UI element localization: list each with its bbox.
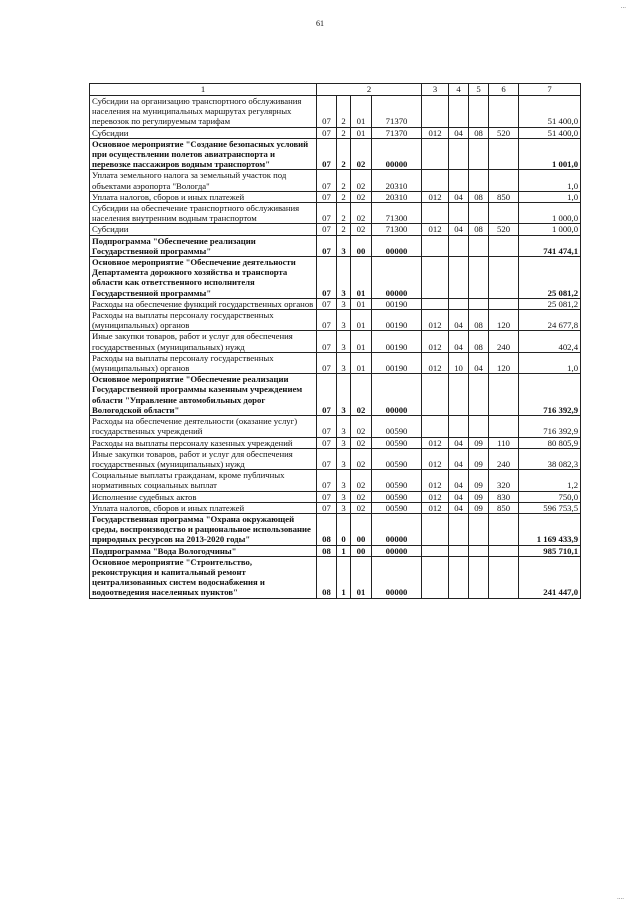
code-direction-cell: 00000 (372, 374, 422, 416)
code-program-cell: 07 (317, 491, 337, 502)
table-row (90, 191, 581, 202)
code-direction-cell: 00590 (372, 448, 422, 469)
row-name-cell: Государственная программа "Охрана окружающей среды, воспроизводство и рациональное использование природных ресурсов на 2013-2020 годы" (90, 513, 317, 545)
code-event-cell: 00 (351, 545, 372, 556)
table-row (90, 374, 581, 416)
code-event-cell: 02 (351, 203, 372, 224)
row-name-cell: Основное мероприятие "Строительство, реконструкция и капитальный ремонт централизованных систем водоснабжения и водоотведения населенных пунктов" (90, 556, 317, 598)
expense-type-cell: 240 (489, 448, 519, 469)
code-direction-cell: 00590 (372, 470, 422, 491)
table-row (90, 224, 581, 235)
code-subprogram-cell: 2 (337, 170, 351, 191)
expense-type-cell (489, 416, 519, 437)
expense-type-cell: 520 (489, 127, 519, 138)
section-cell (449, 513, 469, 545)
code-direction-cell: 00000 (372, 138, 422, 170)
code-subprogram-cell: 3 (337, 491, 351, 502)
header-cell-7: 7 (519, 84, 581, 96)
amount-cell: 24 677,8 (519, 310, 581, 331)
table-row (90, 448, 581, 469)
code-direction-cell: 00590 (372, 502, 422, 513)
row-name-cell: Иные закупки товаров, работ и услуг для обеспечения государственных (муниципальных) нужд (90, 448, 317, 469)
ministry-code-cell: 012 (422, 502, 449, 513)
ministry-code-cell: 012 (422, 448, 449, 469)
row-name-cell: Подпрограмма "Обеспечение реализации Государственной программы" (90, 235, 317, 256)
row-name-cell: Исполнение судебных актов (90, 491, 317, 502)
code-direction-cell: 00190 (372, 331, 422, 352)
expense-type-cell (489, 170, 519, 191)
subsection-cell (469, 556, 489, 598)
subsection-cell: 09 (469, 502, 489, 513)
amount-cell: 716 392,9 (519, 374, 581, 416)
table-row (90, 513, 581, 545)
ministry-code-cell: 012 (422, 437, 449, 448)
section-cell: 04 (449, 191, 469, 202)
ministry-code-cell: 012 (422, 331, 449, 352)
code-program-cell: 07 (317, 224, 337, 235)
code-event-cell: 01 (351, 127, 372, 138)
code-direction-cell: 00590 (372, 437, 422, 448)
subsection-cell: 08 (469, 310, 489, 331)
amount-cell: 1 169 433,9 (519, 513, 581, 545)
code-event-cell: 02 (351, 191, 372, 202)
amount-cell: 1,0 (519, 191, 581, 202)
row-name-cell: Уплата налогов, сборов и иных платежей (90, 191, 317, 202)
code-program-cell: 07 (317, 170, 337, 191)
expense-type-cell (489, 556, 519, 598)
corner-mark-bottom: .... (617, 893, 624, 901)
table-row (90, 556, 581, 598)
expense-type-cell: 110 (489, 437, 519, 448)
amount-cell: 51 400,0 (519, 96, 581, 128)
subsection-cell (469, 545, 489, 556)
ministry-code-cell (422, 374, 449, 416)
code-program-cell: 07 (317, 331, 337, 352)
expense-type-cell (489, 203, 519, 224)
budget-table (89, 83, 581, 599)
code-event-cell: 02 (351, 448, 372, 469)
code-subprogram-cell: 3 (337, 310, 351, 331)
row-name-cell: Иные закупки товаров, работ и услуг для обеспечения государственных (муниципальных) нужд (90, 331, 317, 352)
row-name-cell: Основное мероприятие "Обеспечение деятельности Департамента дорожного хозяйства и транспорта области как ответственного исполнителя Государственной программы" (90, 257, 317, 299)
section-cell: 04 (449, 448, 469, 469)
row-name-cell: Уплата налогов, сборов и иных платежей (90, 502, 317, 513)
ministry-code-cell: 012 (422, 127, 449, 138)
section-cell (449, 374, 469, 416)
amount-cell: 402,4 (519, 331, 581, 352)
subsection-cell (469, 416, 489, 437)
code-program-cell: 07 (317, 298, 337, 309)
section-cell: 04 (449, 224, 469, 235)
amount-cell: 1 000,0 (519, 224, 581, 235)
amount-cell: 1 001,0 (519, 138, 581, 170)
section-cell (449, 235, 469, 256)
section-cell: 04 (449, 470, 469, 491)
code-direction-cell: 00590 (372, 491, 422, 502)
page-number: 61 (316, 19, 324, 28)
ministry-code-cell (422, 96, 449, 128)
row-name-cell: Субсидии на организацию транспортного обслуживания населения на муниципальных маршрутах регулярных перевозок по регулируемым тарифам (90, 96, 317, 128)
code-program-cell: 07 (317, 470, 337, 491)
amount-cell: 1,2 (519, 470, 581, 491)
amount-cell: 241 447,0 (519, 556, 581, 598)
code-event-cell: 01 (351, 257, 372, 299)
row-name-cell: Субсидии (90, 127, 317, 138)
table-row (90, 352, 581, 373)
code-event-cell: 02 (351, 138, 372, 170)
ministry-code-cell (422, 556, 449, 598)
row-name-cell: Уплата земельного налога за земельный участок под объектами аэропорта "Вологда" (90, 170, 317, 191)
ministry-code-cell: 012 (422, 352, 449, 373)
code-event-cell: 01 (351, 298, 372, 309)
header-cell-4: 4 (449, 84, 469, 96)
ministry-code-cell: 012 (422, 491, 449, 502)
code-direction-cell: 00000 (372, 556, 422, 598)
code-event-cell: 01 (351, 556, 372, 598)
code-direction-cell: 71300 (372, 224, 422, 235)
code-subprogram-cell: 3 (337, 448, 351, 469)
row-name-cell: Расходы на обеспечение функций государственных органов (90, 298, 317, 309)
table-row (90, 203, 581, 224)
code-program-cell: 07 (317, 374, 337, 416)
code-event-cell: 01 (351, 310, 372, 331)
code-event-cell: 02 (351, 224, 372, 235)
row-name-cell: Расходы на выплаты персоналу государственных (муниципальных) органов (90, 352, 317, 373)
subsection-cell: 08 (469, 127, 489, 138)
ministry-code-cell: 012 (422, 191, 449, 202)
code-program-cell: 07 (317, 203, 337, 224)
code-subprogram-cell: 3 (337, 374, 351, 416)
code-subprogram-cell: 2 (337, 203, 351, 224)
code-subprogram-cell: 0 (337, 513, 351, 545)
table-row (90, 310, 581, 331)
table-row (90, 502, 581, 513)
code-program-cell: 07 (317, 502, 337, 513)
section-cell: 04 (449, 331, 469, 352)
table-row (90, 470, 581, 491)
code-program-cell: 07 (317, 138, 337, 170)
amount-cell: 750,0 (519, 491, 581, 502)
code-program-cell: 07 (317, 416, 337, 437)
expense-type-cell: 850 (489, 191, 519, 202)
code-program-cell: 07 (317, 257, 337, 299)
code-subprogram-cell: 3 (337, 235, 351, 256)
amount-cell: 1 000,0 (519, 203, 581, 224)
code-program-cell: 08 (317, 513, 337, 545)
code-program-cell: 07 (317, 437, 337, 448)
subsection-cell (469, 257, 489, 299)
section-cell: 04 (449, 502, 469, 513)
corner-mark-top: ... (620, 2, 626, 10)
section-cell (449, 556, 469, 598)
code-subprogram-cell: 2 (337, 138, 351, 170)
code-program-cell: 07 (317, 96, 337, 128)
ministry-code-cell (422, 298, 449, 309)
expense-type-cell (489, 235, 519, 256)
row-name-cell: Расходы на обеспечение деятельности (оказание услуг) государственных учреждений (90, 416, 317, 437)
code-direction-cell: 71370 (372, 96, 422, 128)
code-direction-cell: 00000 (372, 513, 422, 545)
code-subprogram-cell: 3 (337, 437, 351, 448)
code-subprogram-cell: 3 (337, 257, 351, 299)
table-row (90, 491, 581, 502)
section-cell (449, 203, 469, 224)
code-program-cell: 07 (317, 191, 337, 202)
expense-type-cell (489, 513, 519, 545)
amount-cell: 985 710,1 (519, 545, 581, 556)
table-row (90, 545, 581, 556)
code-subprogram-cell: 3 (337, 502, 351, 513)
code-event-cell: 00 (351, 235, 372, 256)
expense-type-cell: 520 (489, 224, 519, 235)
expense-type-cell (489, 96, 519, 128)
expense-type-cell: 320 (489, 470, 519, 491)
subsection-cell: 08 (469, 331, 489, 352)
code-program-cell: 08 (317, 545, 337, 556)
subsection-cell (469, 235, 489, 256)
table-row (90, 170, 581, 191)
expense-type-cell (489, 298, 519, 309)
subsection-cell (469, 513, 489, 545)
section-cell (449, 138, 469, 170)
expense-type-cell: 120 (489, 310, 519, 331)
ministry-code-cell (422, 170, 449, 191)
amount-cell: 1,0 (519, 170, 581, 191)
code-direction-cell: 00190 (372, 298, 422, 309)
code-subprogram-cell: 2 (337, 191, 351, 202)
code-event-cell: 02 (351, 416, 372, 437)
table-row (90, 96, 581, 128)
row-name-cell: Расходы на выплаты персоналу государственных (муниципальных) органов (90, 310, 317, 331)
amount-cell: 741 474,1 (519, 235, 581, 256)
section-cell (449, 545, 469, 556)
code-direction-cell: 00190 (372, 352, 422, 373)
table-row (90, 437, 581, 448)
ministry-code-cell (422, 545, 449, 556)
expense-type-cell (489, 374, 519, 416)
ministry-code-cell (422, 203, 449, 224)
code-subprogram-cell: 3 (337, 470, 351, 491)
amount-cell: 38 082,3 (519, 448, 581, 469)
table-row (90, 257, 581, 299)
subsection-cell (469, 298, 489, 309)
amount-cell: 596 753,5 (519, 502, 581, 513)
code-event-cell: 02 (351, 374, 372, 416)
ministry-code-cell: 012 (422, 224, 449, 235)
section-cell: 04 (449, 437, 469, 448)
row-name-cell: Подпрограмма "Вода Вологодчины" (90, 545, 317, 556)
expense-type-cell: 240 (489, 331, 519, 352)
subsection-cell: 09 (469, 448, 489, 469)
row-name-cell: Субсидии на обеспечение транспортного обслуживания населения внутренним водным транспортом (90, 203, 317, 224)
header-cell-3: 3 (422, 84, 449, 96)
code-direction-cell: 20310 (372, 191, 422, 202)
amount-cell: 1,0 (519, 352, 581, 373)
amount-cell: 51 400,0 (519, 127, 581, 138)
section-cell (449, 96, 469, 128)
subsection-cell: 04 (469, 352, 489, 373)
table-row (90, 416, 581, 437)
header-cell-2: 2 (317, 84, 422, 96)
section-cell: 10 (449, 352, 469, 373)
expense-type-cell (489, 257, 519, 299)
code-program-cell: 07 (317, 310, 337, 331)
code-subprogram-cell: 2 (337, 224, 351, 235)
subsection-cell (469, 374, 489, 416)
table-row (90, 235, 581, 256)
amount-cell: 80 805,9 (519, 437, 581, 448)
code-subprogram-cell: 2 (337, 96, 351, 128)
table-row (90, 138, 581, 170)
code-program-cell: 07 (317, 235, 337, 256)
code-direction-cell: 71370 (372, 127, 422, 138)
row-name-cell: Основное мероприятие "Обеспечение реализации Государственной программы казенным учреждением области "Управление автомобильных дорог Вологодской области" (90, 374, 317, 416)
table-row (90, 127, 581, 138)
section-cell (449, 416, 469, 437)
code-event-cell: 02 (351, 470, 372, 491)
subsection-cell (469, 203, 489, 224)
code-subprogram-cell: 1 (337, 545, 351, 556)
ministry-code-cell (422, 257, 449, 299)
row-name-cell: Расходы на выплаты персоналу казенных учреждений (90, 437, 317, 448)
table-header-row (90, 84, 581, 96)
code-program-cell: 07 (317, 448, 337, 469)
ministry-code-cell (422, 138, 449, 170)
subsection-cell (469, 96, 489, 128)
code-program-cell: 08 (317, 556, 337, 598)
amount-cell: 716 392,9 (519, 416, 581, 437)
ministry-code-cell (422, 235, 449, 256)
header-cell-1: 1 (90, 84, 317, 96)
code-direction-cell: 71300 (372, 203, 422, 224)
code-subprogram-cell: 3 (337, 298, 351, 309)
ministry-code-cell: 012 (422, 470, 449, 491)
code-event-cell: 00 (351, 513, 372, 545)
code-subprogram-cell: 1 (337, 556, 351, 598)
code-program-cell: 07 (317, 352, 337, 373)
code-direction-cell: 00190 (372, 310, 422, 331)
section-cell: 04 (449, 127, 469, 138)
section-cell (449, 257, 469, 299)
ministry-code-cell (422, 416, 449, 437)
code-event-cell: 02 (351, 170, 372, 191)
subsection-cell (469, 170, 489, 191)
code-event-cell: 01 (351, 96, 372, 128)
expense-type-cell: 850 (489, 502, 519, 513)
header-cell-5: 5 (469, 84, 489, 96)
code-direction-cell: 00000 (372, 235, 422, 256)
code-subprogram-cell: 3 (337, 416, 351, 437)
code-direction-cell: 00590 (372, 416, 422, 437)
row-name-cell: Субсидии (90, 224, 317, 235)
table-row (90, 331, 581, 352)
section-cell (449, 170, 469, 191)
subsection-cell (469, 138, 489, 170)
code-event-cell: 02 (351, 437, 372, 448)
section-cell (449, 298, 469, 309)
code-direction-cell: 20310 (372, 170, 422, 191)
amount-cell: 25 081,2 (519, 257, 581, 299)
code-event-cell: 02 (351, 491, 372, 502)
code-direction-cell: 00000 (372, 257, 422, 299)
amount-cell: 25 081,2 (519, 298, 581, 309)
row-name-cell: Социальные выплаты гражданам, кроме публичных нормативных социальных выплат (90, 470, 317, 491)
subsection-cell: 08 (469, 224, 489, 235)
expense-type-cell: 830 (489, 491, 519, 502)
section-cell: 04 (449, 310, 469, 331)
ministry-code-cell: 012 (422, 310, 449, 331)
subsection-cell: 08 (469, 191, 489, 202)
code-subprogram-cell: 3 (337, 331, 351, 352)
expense-type-cell (489, 138, 519, 170)
code-program-cell: 07 (317, 127, 337, 138)
row-name-cell: Основное мероприятие "Создание безопасных условий при осуществлении полетов авиатранспорта и перевозке пассажиров водным транспортом" (90, 138, 317, 170)
subsection-cell: 09 (469, 491, 489, 502)
ministry-code-cell (422, 513, 449, 545)
expense-type-cell: 120 (489, 352, 519, 373)
code-event-cell: 01 (351, 331, 372, 352)
code-subprogram-cell: 3 (337, 352, 351, 373)
expense-type-cell (489, 545, 519, 556)
header-cell-6: 6 (489, 84, 519, 96)
code-subprogram-cell: 2 (337, 127, 351, 138)
subsection-cell: 09 (469, 437, 489, 448)
code-direction-cell: 00000 (372, 545, 422, 556)
section-cell: 04 (449, 491, 469, 502)
table-row (90, 298, 581, 309)
subsection-cell: 09 (469, 470, 489, 491)
code-event-cell: 01 (351, 352, 372, 373)
code-event-cell: 02 (351, 502, 372, 513)
